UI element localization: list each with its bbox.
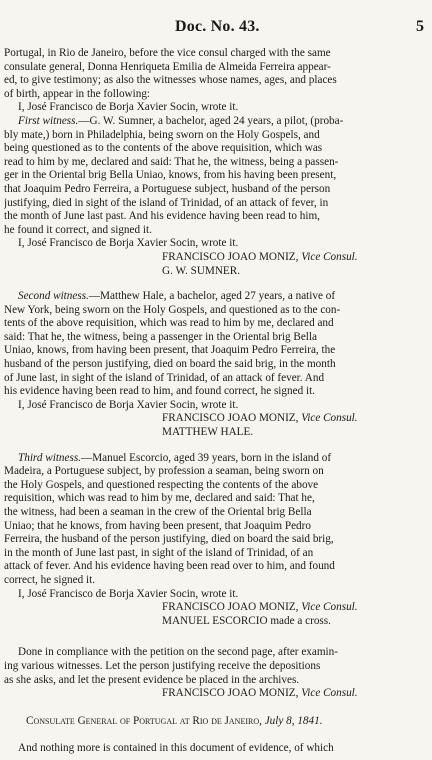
first-witness-section — [4, 115, 424, 278]
text-line: justifying, died in sight of the island of Trinidad, of an attack of fever, in — [4, 196, 329, 209]
text-line — [4, 115, 424, 129]
text-line: Madeira, a Portuguese subject, by profession a seaman, being sworn on — [4, 465, 324, 478]
text-line: Uniao, knows, from having been present, that Joaquim Pedro Ferreira, the — [4, 344, 336, 357]
text-line: that Joaquim Pedro Ferreira, a Portuguese subject, husband of the person — [4, 182, 331, 195]
page-number: 5 — [416, 18, 424, 35]
text-line — [4, 290, 424, 304]
text-line: husband of the person justifying, died on board the said brig, in the month — [4, 358, 336, 371]
second-witness-section — [4, 290, 424, 440]
text-line: requisition, which was read to him by me, declared and said: That he, — [4, 492, 315, 505]
text-line: the Holy Gospels, and questioned respecting the contents of the above — [4, 478, 319, 491]
consul-signature: FRANCISCO JOAO MONIZ, Vice Consul. — [162, 412, 358, 425]
text-line: ing various witnesses. Let the person justifying receive the depositions — [4, 659, 321, 672]
text-line: New York, being sworn on the Holy Gospels, and questioned as to the con- — [4, 303, 341, 316]
text-line: as she asks, and let the present evidence be placed in the archives. — [4, 673, 300, 686]
consul-signature: FRANCISCO JOAO MONIZ, Vice Consul. — [162, 601, 358, 614]
text-line-rest: —Matthew Hale, a bachelor, aged 27 years, a native of — [88, 290, 336, 303]
scribe-line: I, José Francisco de Borja Xavier Socin, wrote it. — [18, 398, 239, 411]
consul-title: Vice Consul. — [301, 412, 358, 425]
document-label: Doc. No. 43. — [175, 18, 260, 35]
section-gap — [4, 701, 424, 715]
text-line: he found it correct, and signed it. — [4, 223, 152, 236]
section-gap — [4, 278, 424, 290]
text-line: ed, to give testimony; as also the witnesses whose names, ages, and places — [4, 74, 337, 87]
text-line — [4, 452, 424, 466]
text-line: read to him by me, declared and said: That he, the witness, being a passen- — [4, 155, 339, 168]
text-line: said: That he, the witness, being a passenger in the Oriental brig Bella — [4, 330, 317, 343]
text-line: being questioned as to the contents of the above requisition, which was — [4, 142, 323, 155]
dateline-place: Consulate General of Portugal at Rio de Janeiro, — [26, 714, 262, 727]
page-header — [0, 18, 432, 38]
scribe-line: I, José Francisco de Borja Xavier Socin, wrote it. — [18, 587, 239, 600]
text-line: the witness, had been a seaman in the crew of the Oriental brig Bella — [4, 506, 312, 518]
text-line: Ferreira, the husband of the person justifying, died on board the said brig, — [4, 533, 334, 546]
section-gap — [4, 628, 424, 646]
text-line: of birth, appear in the following: — [4, 87, 151, 100]
opening-paragraph — [4, 47, 424, 115]
text-line: consulate general, Donna Henriqueta Emilia de Almeida Ferreira appear- — [4, 60, 331, 73]
third-witness-section — [4, 452, 424, 629]
final-line: And nothing more is contained in this document of evidence, of which — [18, 742, 334, 755]
text-line: Done in compliance with the petition on the second page, after examin- — [18, 646, 338, 659]
dateline — [4, 715, 424, 729]
text-line: ger in the Oriental brig Bella Uniao, knows, from his having been present, — [4, 169, 337, 182]
text-line: in the month of June last past, in sight of the island of Trinidad, of an — [4, 546, 314, 559]
document-body — [4, 47, 424, 756]
first-witness-heading: First witness. — [18, 114, 79, 127]
scribe-line: I, José Francisco de Borja Xavier Socin, wrote it. — [18, 237, 239, 250]
text-line: his evidence having been read to him, and found correct, he signed it. — [4, 385, 315, 398]
witness-signature: MANUEL ESCORCIO made a cross. — [162, 614, 331, 627]
consul-title: Vice Consul. — [301, 601, 358, 614]
text-line: correct, he signed it. — [4, 573, 96, 586]
text-line: tents of the above requisition, which was read to him by me, declared and — [4, 317, 334, 330]
third-witness-heading: Third witness. — [18, 451, 81, 464]
consul-signature: FRANCISCO JOAO MONIZ, Vice Consul. — [162, 687, 358, 700]
text-line: of June last, in sight of the island of Trinidad, of an attack of fever. And — [4, 371, 325, 384]
consul-title: Vice Consul. — [301, 250, 358, 263]
text-line: the month of June last past. And his evidence having been read to him, — [4, 210, 320, 223]
scribe-line: I, José Francisco de Borja Xavier Socin, wrote it. — [18, 101, 239, 114]
text-line: Uniao; that he knows, from having been present, that Joaquim Pedro — [4, 519, 311, 532]
consul-title: Vice Consul. — [301, 687, 358, 700]
consul-signature: FRANCISCO JOAO MONIZ, Vice Consul. — [162, 250, 358, 263]
closing-paragraph — [4, 646, 424, 700]
witness-signature: MATTHEW HALE. — [162, 426, 254, 439]
section-gap — [4, 728, 424, 742]
witness-signature: G. W. SUMNER. — [162, 264, 241, 277]
text-line: bly mate,) born in Philadelphia, being sworn on the Holy Gospels, and — [4, 128, 320, 141]
second-witness-heading: Second witness. — [18, 290, 89, 303]
text-line-rest: —G. W. Sumner, a bachelor, aged 24 years, a pilot, (proba- — [78, 114, 344, 127]
section-gap — [4, 440, 424, 452]
text-line-rest: —Manuel Escorcio, aged 39 years, born in the island of — [81, 451, 332, 464]
dateline-date: July 8, 1841. — [264, 714, 323, 727]
text-line: attack of fever. And his evidence having been read over to him, and found — [4, 560, 335, 573]
text-line: Portugal, in Rio de Janeiro, before the vice consul charged with the same — [4, 47, 331, 59]
